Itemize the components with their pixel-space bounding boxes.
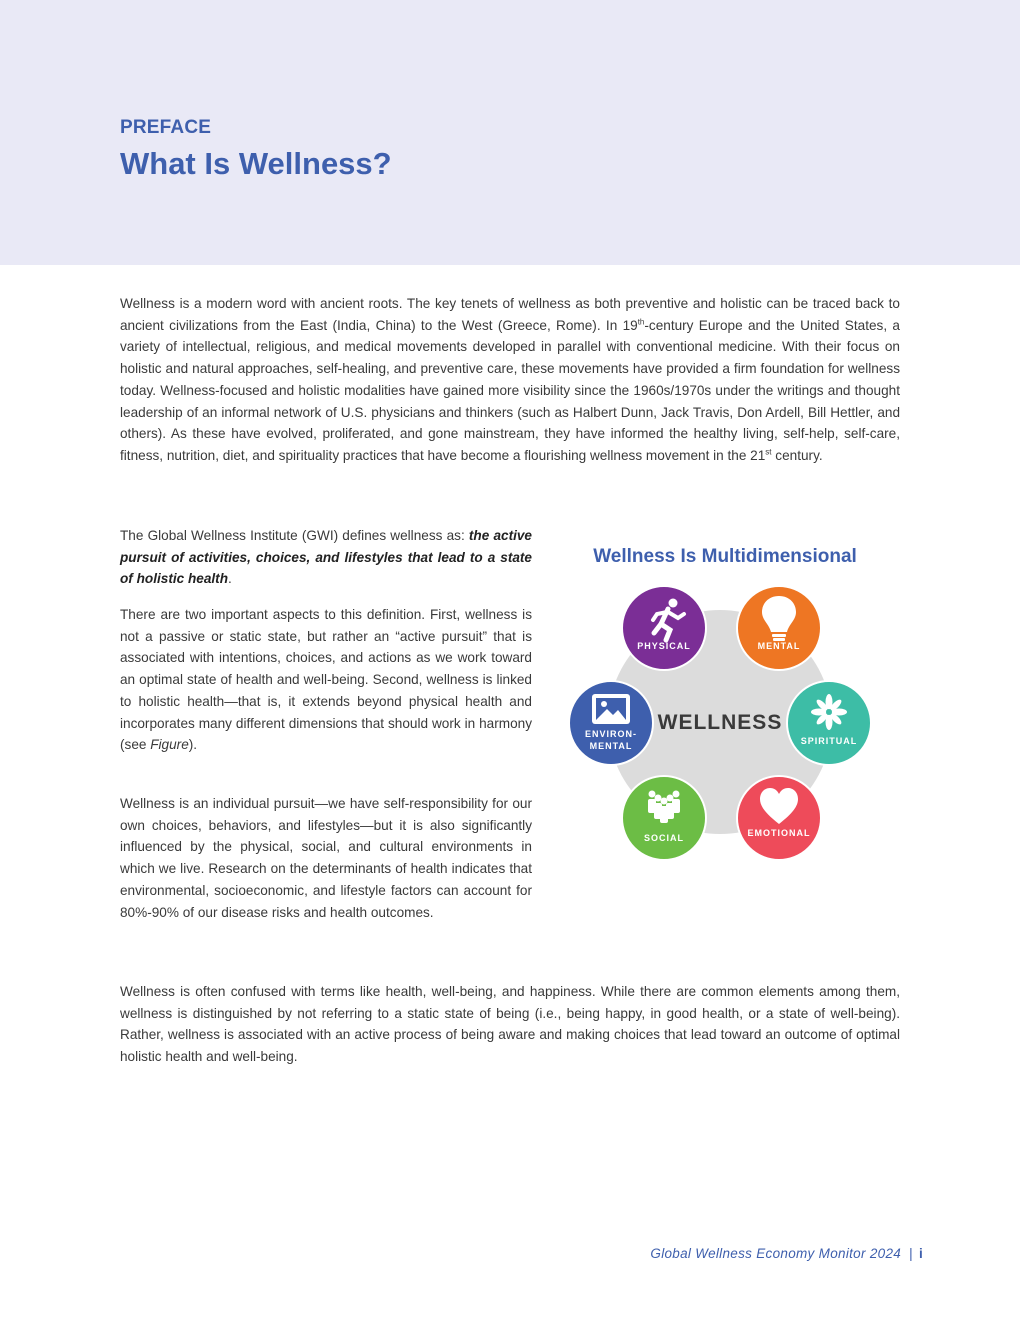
dimension-social [622,776,706,860]
dimension-spiritual [787,681,871,765]
intro-paragraph: Wellness is a modern word with ancient roots. The key tenets of wellness as both preventive and holistic can be traced back to ancient civilizations from the East (India, China) to the West (Greece, Rome). In 19th-century Europe and the United States, a variety of intellectual, religious, and medical movements developed in parallel with conventional medicine. With their focus on holistic and natural approaches, self-healing, and preventive care, these movements have provided a firm foundation for wellness today. Wellness-focused and holistic modalities have gained more visibility since the 1960s/1970s under the writings and thought leadership of an informal network of U.S. physicians and thinkers (such as Halbert Dunn, Jack Travis, Don Ardell, Bill Hettler, and others). As these have evolved, proliferated, and gone mainstream, they have informed the healthy living, self-help, self-care, fitness, nutrition, diet, and spirituality practices that have become a flourishing wellness movement in the 21st century. [120,296,900,463]
individual-pursuit-paragraph: Wellness is an individual pursuit—we have self-responsibility for our own choices, behaviors, and lifestyles—but it is also significantly influenced by the physical, social, and cultural environments in which we live. Research on the determinants of health indicates that environmental, socioeconomic, and lifestyle factors can account for 80%-90% of our disease risks and health outcomes. [120,796,532,920]
wellness-figure [560,580,890,870]
dimension-label-mental: MENTAL [757,641,801,651]
footer-separator: | [909,1246,913,1261]
figure-title: Wellness Is Multidimensional [593,546,857,567]
definition-paragraph: The Global Wellness Institute (GWI) defines wellness as: the active pursuit of activities, choices, and lifestyles that lead to a state of holistic health. [120,528,532,587]
dimension-environmental [569,681,653,765]
wellness-center-label: WELLNESS [657,711,783,734]
aspects-paragraph: There are two important aspects to this definition. First, wellness is not a passive or static state, but rather an “active pursuit” that is associated with intentions, choices, and actions as we work toward an optimal state of health and well-being. Second, wellness is linked to holistic health—that is, it extends beyond physical health and incorporates many different dimensions that should work in harmony (see Figure). [120,607,532,753]
page-footer [650,1246,923,1261]
closing-paragraph: Wellness is often confused with terms like health, well-being, and happiness. While there are common elements among them, wellness is distinguished by not referring to a static state of being (i.e., being happy, in good health, or a state of well-being). Rather, wellness is associated with an active process of being aware and making choices that lead toward an outcome of optimal holistic health and well-being. [120,984,900,1065]
page-title: What Is Wellness? [120,146,392,181]
header-band [0,0,1020,265]
section-kicker: PREFACE [120,117,212,138]
dimension-label-physical: PHYSICAL [637,641,691,651]
definition-text: the active pursuit of activities, choices, and lifestyles that lead to a state of holistic health [120,528,532,587]
page-number: i [918,1246,923,1261]
dimension-label-emotional: EMOTIONAL [747,828,811,838]
dimension-label-environmental-2: MENTAL [589,741,633,751]
dimension-label-spiritual: SPIRITUAL [800,736,858,746]
dimension-physical [622,586,706,670]
dimension-label-social: SOCIAL [643,833,685,843]
publication-title: Global Wellness Economy Monitor 2024 [650,1246,902,1261]
dimension-mental [737,586,821,670]
dimension-emotional [737,776,821,860]
landscape-picture-icon [592,694,630,724]
dimension-label-environmental: ENVIRON- [584,729,638,739]
